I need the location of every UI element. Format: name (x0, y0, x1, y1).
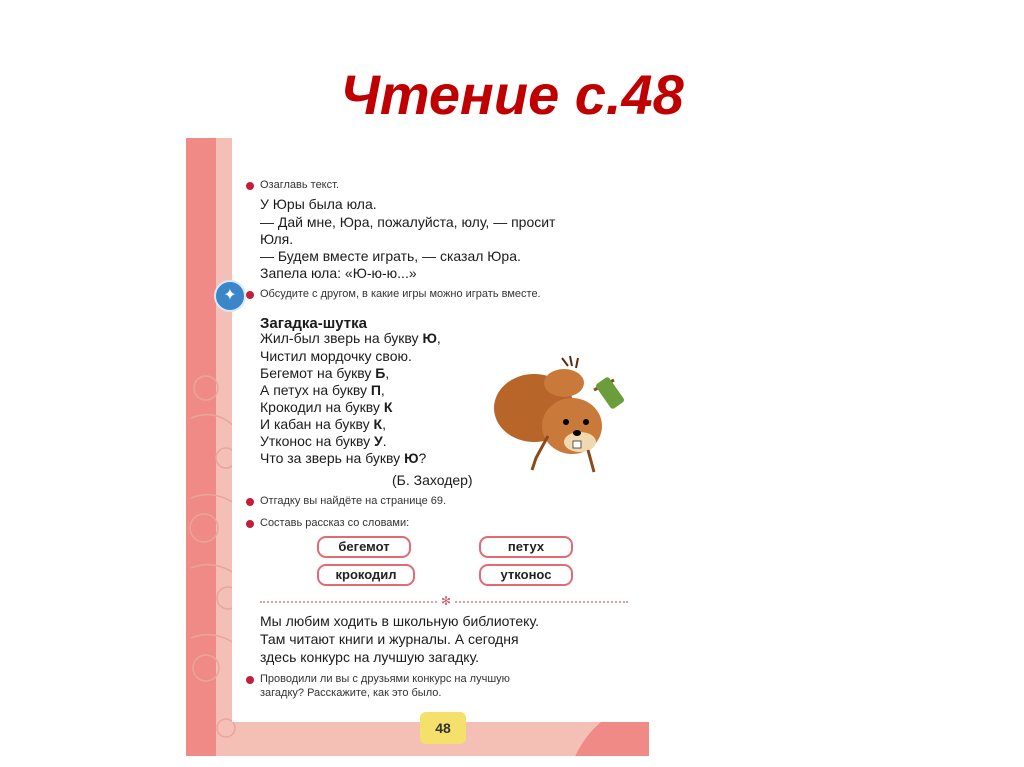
riddle-line (260, 399, 392, 415)
story-line: Юля. (260, 231, 294, 247)
riddle-line (260, 382, 385, 398)
riddle-punctuation: , (385, 365, 390, 381)
riddle-line (260, 348, 412, 364)
instruction-title-text: Озаглавь текст. (260, 179, 339, 191)
page-number: 48 (420, 712, 466, 744)
instruction-discuss: Обсудите с другом, в какие игры можно играть вместе. (260, 288, 541, 300)
bullet-dot (246, 676, 254, 684)
instruction-contest-line: Проводили ли вы с друзьями конкурс на лучшую (260, 673, 510, 685)
riddle-line (260, 330, 441, 346)
bullet-dot (246, 182, 254, 190)
riddle-punctuation: . (382, 433, 387, 449)
library-text-line: здесь конкурс на лучшую загадку. (260, 649, 480, 665)
instruction-compose: Составь рассказ со словами: (260, 517, 410, 529)
word-box-petukh: петух (479, 536, 573, 558)
library-text-line: Мы любим ходить в школьную библиотеку. (260, 613, 539, 629)
stars-icon: ✦ (214, 280, 246, 312)
story-line: Запела юла: «Ю-ю-ю...» (260, 265, 417, 281)
riddle-title: Загадка-шутка (260, 315, 367, 332)
riddle-punctuation: , (436, 330, 441, 346)
riddle-line-text: Крокодил на букву (260, 399, 384, 415)
story-line: У Юры была юла. (260, 196, 377, 212)
riddle-punctuation: , (382, 416, 386, 432)
bullet-dot (246, 498, 254, 506)
instruction-contest-line: загадку? Расскажите, как это было. (260, 687, 442, 699)
riddle-line-text: Что за зверь на букву (260, 450, 405, 466)
riddle-line-text: Утконос на букву (260, 433, 375, 449)
bullet-dot (246, 520, 254, 528)
riddle-line (260, 450, 426, 466)
riddle-letter: Ю (404, 450, 419, 466)
riddle-author: (Б. Заходер) (392, 472, 473, 488)
riddle-line (260, 365, 389, 381)
riddle-line (260, 433, 387, 449)
riddle-letter: У (374, 433, 383, 449)
riddle-letter: К (373, 416, 383, 432)
word-box-utkonos: утконос (479, 564, 573, 586)
riddle-punctuation: ? (418, 450, 427, 466)
riddle-punctuation: , (380, 382, 385, 398)
riddle-line-text: Чистил мордочку свою. (260, 348, 412, 364)
flower-icon: ✻ (438, 594, 454, 608)
riddle-letter: Ю (422, 330, 437, 346)
slide-title: Чтение с.48 (340, 63, 684, 126)
story-line: — Дай мне, Юра, пожалуйста, юлу, — просит (260, 214, 556, 230)
riddle-line-text: И кабан на букву (260, 416, 374, 432)
story-line: — Будем вместе играть, — сказал Юра. (260, 248, 521, 264)
riddle-letter: Б (375, 365, 386, 381)
word-box-krokodil: крокодил (317, 564, 415, 586)
riddle-letter: К (383, 399, 393, 415)
riddle-line-text: А петух на букву (260, 382, 371, 398)
word-box-begemot: бегемот (317, 536, 411, 558)
riddle-letter: П (370, 382, 381, 398)
riddle-line-text: Жил-был зверь на букву (260, 330, 423, 346)
textbook-page (186, 138, 649, 756)
instruction-answer-page: Отгадку вы найдёте на странице 69. (260, 495, 447, 507)
library-text-line: Там читают книги и журналы. А сегодня (260, 631, 519, 647)
bullet-dot (246, 291, 254, 299)
beaver-illustration (484, 338, 634, 478)
riddle-line-text: Бегемот на букву (260, 365, 376, 381)
riddle-line (260, 416, 386, 432)
